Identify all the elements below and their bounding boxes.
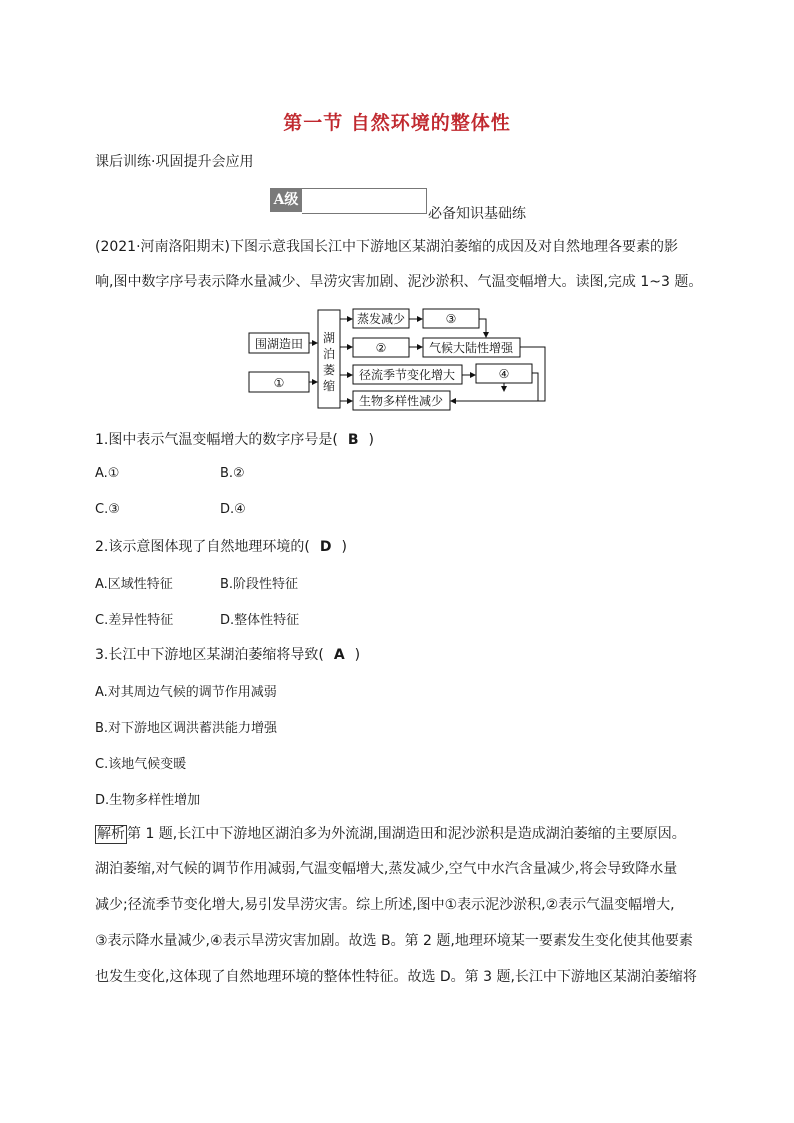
- analysis-line-5: 也发生变化,这体现了自然地理环境的整体性特征。故选 D。第 3 题,长江中下游地区某湖泊萎缩将: [95, 969, 697, 985]
- analysis-tag: 解析: [97, 826, 125, 842]
- node-3: ③: [445, 312, 457, 326]
- analysis-line-1: [95, 824, 686, 844]
- node-bio: 生物多样性减少: [358, 394, 444, 408]
- q2-option-a: A.区域性特征: [95, 577, 173, 592]
- question-1-stem: 1.图中表示气温变幅增大的数字序号是(: [95, 432, 338, 448]
- level-label: 必备知识基础练: [428, 206, 526, 222]
- question-3-stem: 3.长江中下游地区某湖泊萎缩将导致(: [95, 647, 324, 663]
- node-4: ④: [498, 367, 510, 381]
- cause-effect-diagram: [240, 305, 560, 415]
- level-badge: A级: [270, 188, 302, 212]
- level-box: [302, 188, 427, 214]
- analysis-line-2: 湖泊萎缩,对气候的调节作用减弱,气温变幅增大,蒸发减少,空气中水汽含量减少,将会导致降水量: [95, 861, 678, 877]
- question-3-answer: A: [333, 647, 345, 663]
- node-evap: 蒸发减少: [356, 312, 406, 326]
- q3-option-a: A.对其周边气候的调节作用减弱: [95, 685, 277, 700]
- level-header: [270, 188, 430, 214]
- node-runoff: 径流季节变化增大: [358, 368, 456, 382]
- question-3-close: ): [354, 647, 361, 663]
- node-shrink-char-2: 泊: [322, 347, 336, 361]
- q3-option-d: D.生物多样性增加: [95, 793, 201, 808]
- question-1-close: ): [368, 432, 374, 448]
- analysis-text-1: 第 1 题,长江中下游地区湖泊多为外流湖,围湖造田和泥沙淤积是造成湖泊萎缩的主要原因。: [127, 826, 686, 842]
- question-2: [95, 537, 347, 557]
- node-weihu: 围湖造田: [254, 337, 304, 351]
- q2-option-c: C.差异性特征: [95, 613, 174, 628]
- intro-line-1: (2021·河南洛阳期末)下图示意我国长江中下游地区某湖泊萎缩的成因及对自然地理各要素的影: [95, 239, 679, 255]
- question-3: [95, 645, 360, 665]
- node-shrink-char-1: 湖: [322, 331, 336, 345]
- question-2-stem: 2.该示意图体现了自然地理环境的(: [95, 539, 310, 555]
- q1-option-d: D.④: [220, 502, 246, 517]
- q1-option-b: B.②: [220, 466, 245, 481]
- intro-line-2: 响,图中数字序号表示降水量减少、旱涝灾害加剧、泥沙淤积、气温变幅增大。读图,完成 1~3 题。: [95, 274, 703, 290]
- q2-option-d: D.整体性特征: [220, 613, 300, 628]
- question-2-answer: D: [319, 539, 332, 555]
- page-title: 第一节 自然环境的整体性: [283, 112, 511, 134]
- node-1: ①: [273, 376, 285, 390]
- q2-option-b: B.阶段性特征: [220, 577, 299, 592]
- q3-option-b: B.对下游地区调洪蓄洪能力增强: [95, 721, 278, 736]
- question-2-close: ): [341, 539, 347, 555]
- question-1: [95, 430, 374, 450]
- node-2: ②: [375, 341, 387, 355]
- node-shrink-char-4: 缩: [322, 379, 336, 393]
- analysis-line-4: ③表示降水量减少,④表示旱涝灾害加剧。故选 B。第 2 题,地理环境某一要素发生变化使其他要素: [95, 933, 693, 949]
- node-shrink-char-3: 萎: [322, 363, 336, 377]
- node-continental: 气候大陆性增强: [428, 341, 514, 355]
- question-1-answer: B: [347, 432, 359, 448]
- q3-option-c: C.该地气候变暖: [95, 757, 187, 772]
- q1-option-c: C.③: [95, 502, 120, 517]
- q1-option-a: A.①: [95, 466, 120, 481]
- section-subtitle: 课后训练·巩固提升会应用: [95, 154, 254, 170]
- analysis-line-3: 减少;径流季节变化增大,易引发旱涝灾害。综上所述,图中①表示泥沙淤积,②表示气温变幅增大,: [95, 897, 675, 913]
